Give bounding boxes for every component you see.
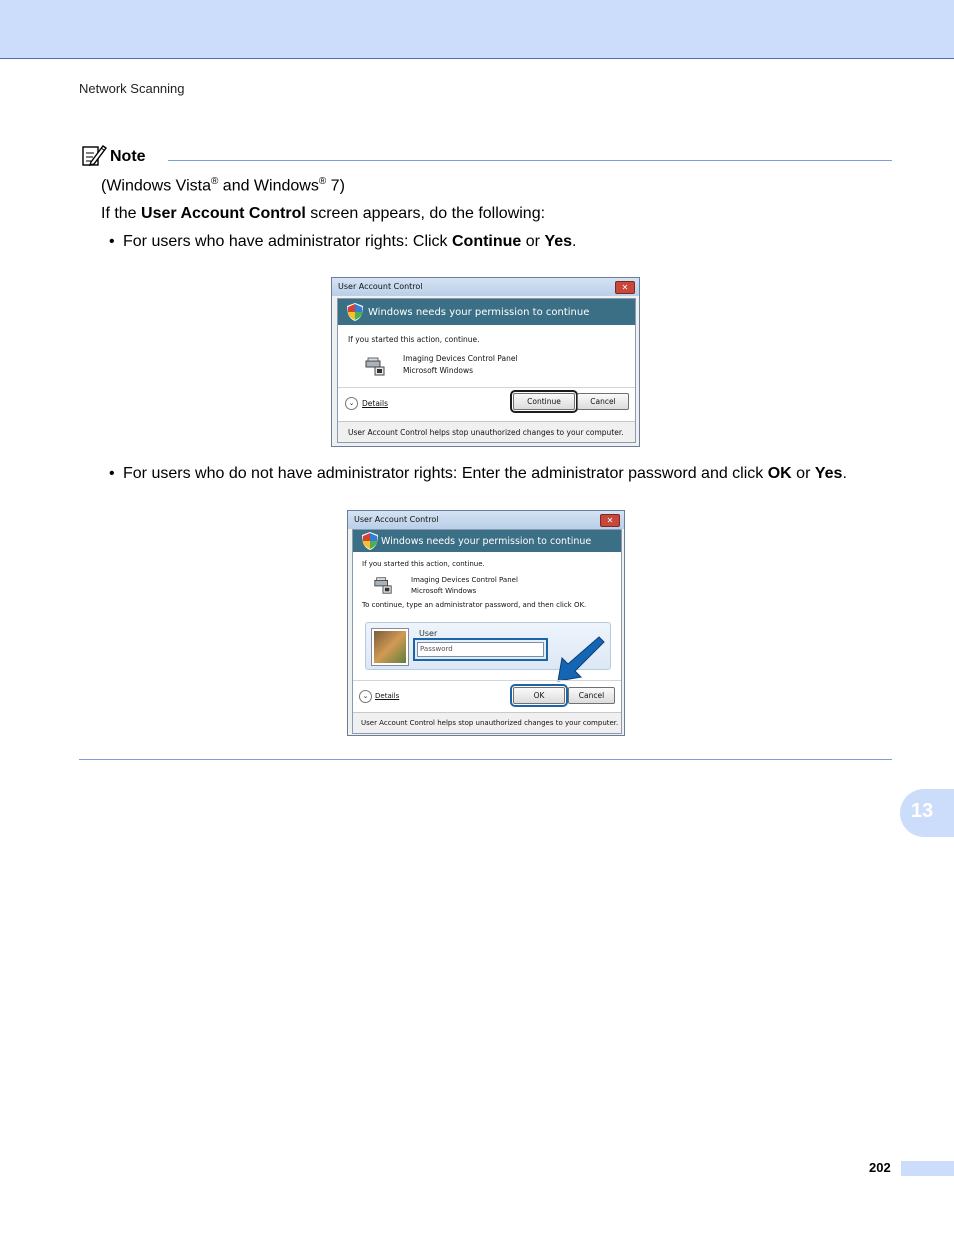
dialog-titlebar: [348, 511, 624, 529]
details-toggle[interactable]: Details: [362, 399, 389, 408]
dialog-banner: [353, 530, 621, 552]
app-name: Imaging Devices Control Panel: [411, 576, 518, 584]
intro-line: If the User Account Control screen appears, do the following:: [101, 205, 546, 222]
banner-text: Windows needs your permission to continue: [368, 307, 590, 318]
dialog-footer: [338, 421, 635, 442]
footer-text: User Account Control helps stop unauthorized changes to your computer.: [348, 428, 624, 437]
avatar: [372, 629, 408, 665]
divider: [353, 680, 621, 681]
bullet-1-text: For users who have administrator rights: Click Continue or Yes.: [123, 233, 577, 250]
app-name: Imaging Devices Control Panel: [403, 354, 518, 363]
running-title: Network Scanning: [79, 81, 185, 96]
chevron-down-icon[interactable]: ⌄: [359, 690, 372, 703]
dialog-banner: [338, 299, 635, 325]
note-end-rule: [79, 759, 892, 760]
details-toggle[interactable]: Details: [375, 692, 400, 700]
publisher: Microsoft Windows: [403, 366, 473, 375]
bullet-2-text: For users who do not have administrator rights: Enter the administrator password and click OK or Yes.: [123, 465, 847, 482]
password-input[interactable]: [417, 642, 544, 657]
page-number: 202: [869, 1160, 891, 1175]
dialog-title: User Account Control: [354, 515, 439, 524]
ok-button[interactable]: OK: [513, 687, 565, 704]
continue-button[interactable]: Continue: [513, 393, 575, 410]
note-header: [81, 143, 892, 169]
os-line: (Windows Vista® and Windows® 7): [101, 176, 345, 195]
chevron-down-icon[interactable]: ⌄: [345, 397, 358, 410]
instruction-text: To continue, type an administrator password, and then click OK.: [362, 601, 587, 609]
arrow-pointer-icon: [555, 634, 605, 684]
bullet-1-marker: •: [109, 233, 115, 250]
scanner-icon: [373, 575, 393, 595]
cancel-button[interactable]: Cancel: [568, 687, 615, 704]
dialog-footer: [353, 712, 621, 733]
page-number-bar: [901, 1161, 954, 1176]
user-label: User: [419, 629, 438, 638]
cancel-button[interactable]: Cancel: [577, 393, 629, 410]
password-placeholder: Password: [420, 645, 453, 653]
banner-text: Windows needs your permission to continue: [381, 536, 592, 547]
dialog-body: [337, 298, 636, 443]
started-text: If you started this action, continue.: [348, 335, 480, 344]
scanner-icon: [364, 355, 386, 377]
publisher: Microsoft Windows: [411, 587, 477, 595]
bullet-2-marker: •: [109, 465, 115, 482]
shield-icon: [361, 531, 379, 551]
header-band: [0, 0, 954, 59]
uac-dialog-admin: [331, 277, 640, 447]
note-pencil-icon: [81, 143, 107, 167]
close-icon[interactable]: ✕: [600, 514, 620, 527]
shield-icon: [346, 302, 364, 322]
dialog-title: User Account Control: [338, 282, 423, 291]
note-label: Note: [110, 148, 146, 165]
dialog-body: [352, 529, 622, 734]
uac-dialog-password: [347, 510, 625, 736]
divider: [338, 387, 635, 388]
chapter-number: 13: [911, 800, 934, 822]
close-icon[interactable]: ✕: [615, 281, 635, 294]
started-text: If you started this action, continue.: [362, 560, 485, 568]
note-rule: [168, 160, 892, 161]
dialog-titlebar: [332, 278, 639, 296]
footer-text: User Account Control helps stop unauthorized changes to your computer.: [361, 719, 619, 727]
